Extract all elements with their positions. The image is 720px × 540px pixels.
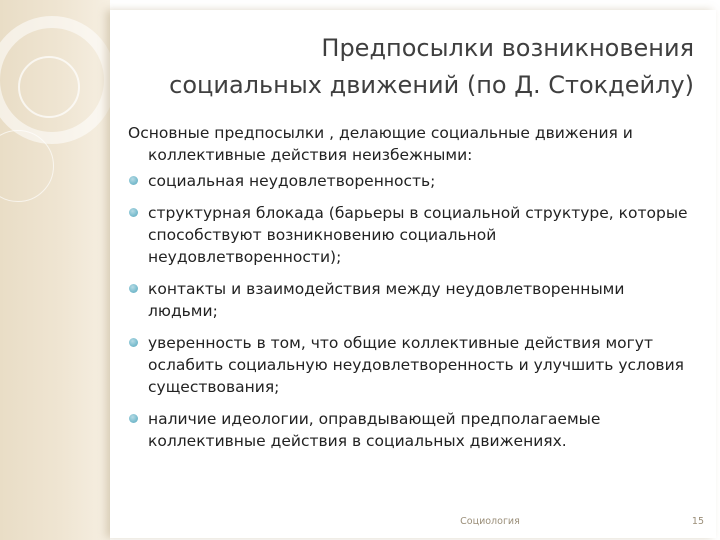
bullet-text: контакты и взаимодействия между неудовлетворенными людьми; [148,280,625,320]
bullet-item [128,332,688,398]
ring-decoration-icon [18,56,80,118]
round-bullet-icon [129,208,138,217]
round-bullet-icon [129,176,138,185]
bullet-text: структурная блокада (барьеры в социальной структуре, которые способствуют возникновению социальной неудовлетворенности); [148,204,688,266]
footer-subject: Социология [460,516,520,527]
bullet-item [128,202,688,268]
bullet-text: уверенность в том, что общие коллективные действия могут ослабить социальную неудовлетворенность и улучшить условия существования; [148,334,684,396]
decorative-side-band [0,0,110,540]
bullet-item [128,408,688,452]
intro-paragraph: Основные предпосылки , делающие социальные движения и коллективные действия неизбежными: [128,124,633,164]
round-bullet-icon [129,284,138,293]
round-bullet-icon [129,338,138,347]
bullet-item [128,278,688,322]
bullet-text: наличие идеологии, оправдывающей предполагаемые коллективные действия в социальных движениях. [148,410,601,450]
slide-number: 15 [691,516,704,527]
slide-title-line-1: Предпосылки возникновения [321,34,694,62]
bullet-text: социальная неудовлетворенность; [148,172,436,190]
bullet-item [128,170,688,192]
round-bullet-icon [129,414,138,423]
bullet-list [128,170,688,462]
slide-title-line-2: социальных движений (по Д. Стокдейлу) [169,71,694,99]
slide-title [126,30,694,104]
